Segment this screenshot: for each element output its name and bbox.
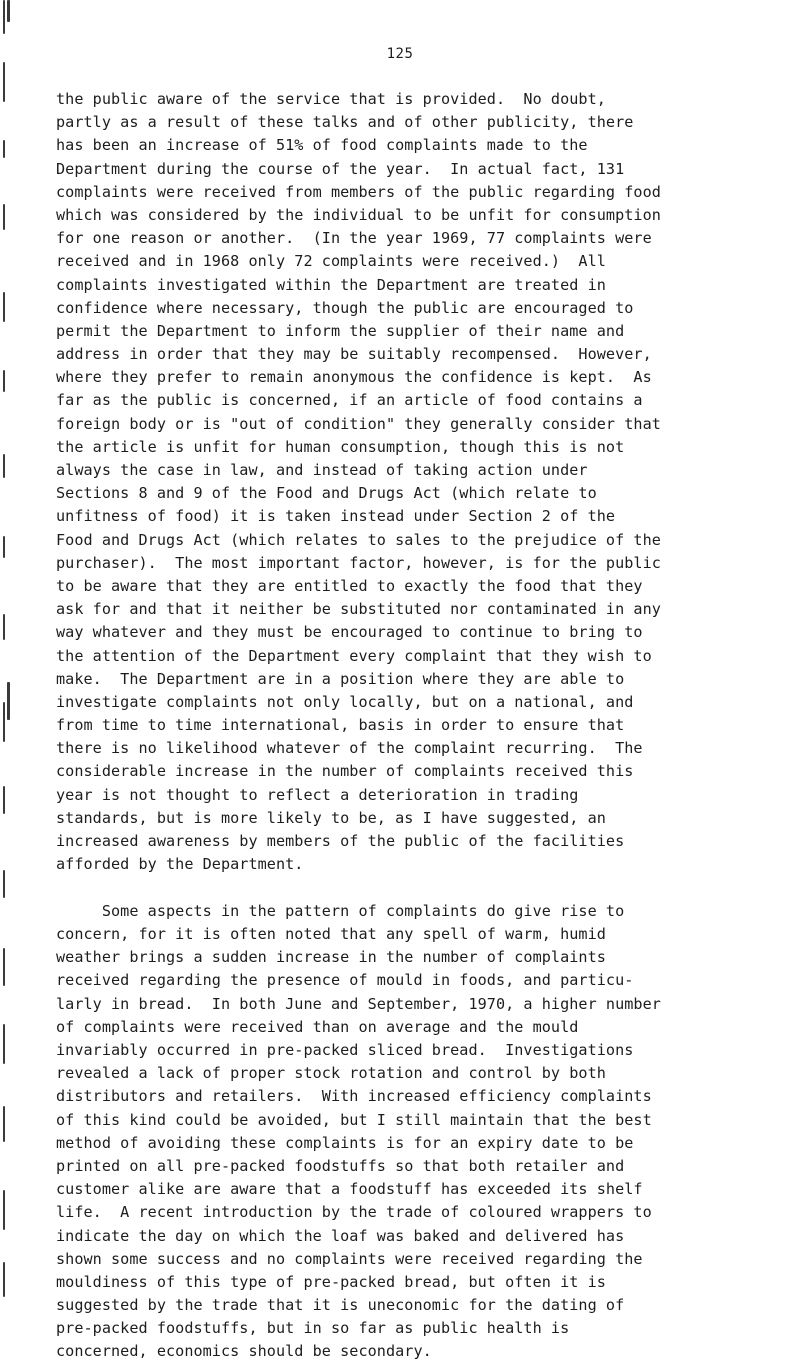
text-line: life. A recent introduction by the trade of coloured wrappers to bbox=[56, 1203, 652, 1222]
text-line: Some aspects in the pattern of complaints do give rise to bbox=[56, 901, 625, 920]
text-line: distributors and retailers. With increased efficiency complaints bbox=[56, 1087, 652, 1106]
text-line: partly as a result of these talks and of other publicity, there bbox=[56, 113, 634, 132]
text-line: received regarding the presence of mould in foods, and particu- bbox=[56, 971, 634, 990]
text-line: shown some success and no complaints were received regarding the bbox=[56, 1249, 643, 1268]
text-line: customer alike are aware that a foodstuff has exceeded its shelf bbox=[56, 1180, 643, 1199]
text-line: considerable increase in the number of complaints received this bbox=[56, 762, 634, 781]
text-line: to be aware that they are entitled to exactly the food that they bbox=[56, 576, 643, 595]
text-line: complaints investigated within the Department are treated in bbox=[56, 275, 606, 294]
text-line: always the case in law, and instead of taking action under bbox=[56, 461, 588, 479]
text-line: invariably occurred in pre-packed sliced bread. Investigations bbox=[56, 1041, 634, 1059]
text-line: investigate complaints not only locally, but on a national, and bbox=[56, 692, 634, 711]
text-line: concerned, economics should be secondary. bbox=[56, 1342, 432, 1361]
text-line: Sections 8 and 9 of the Food and Drugs Act (which relate to bbox=[56, 484, 597, 503]
text-line: Food and Drugs Act (which relates to sales to the prejudice of the bbox=[56, 530, 661, 549]
text-line: method of avoiding these complaints is for an expiry date to be bbox=[56, 1133, 634, 1152]
text-line: year is not thought to reflect a deterioration in trading bbox=[56, 785, 579, 804]
text-line: from time to time international, basis in order to ensure that bbox=[56, 716, 625, 735]
text-line: far as the public is concerned, if an article of food contains a bbox=[56, 391, 643, 410]
text-line: weather brings a sudden increase in the number of complaints bbox=[56, 948, 606, 967]
text-line: concern, for it is often noted that any spell of warm, humid bbox=[56, 925, 606, 944]
text-line: for one reason or another. (In the year 1969, 77 complaints were bbox=[56, 229, 652, 248]
text-line: larly in bread. In both June and September, 1970, a higher number bbox=[56, 994, 661, 1013]
paragraph-1 bbox=[56, 88, 800, 876]
text-line: purchaser). The most important factor, however, is for the public bbox=[56, 553, 661, 572]
text-line: indicate the day on which the loaf was baked and delivered has bbox=[56, 1226, 625, 1245]
text-line: afforded by the Department. bbox=[56, 855, 304, 874]
text-line: where they prefer to remain anonymous the confidence is kept. As bbox=[56, 368, 652, 387]
text-line: received and in 1968 only 72 complaints were received.) All bbox=[56, 252, 606, 271]
text-line: confidence where necessary, though the public are encouraged to bbox=[56, 298, 634, 317]
text-line: ask for and that it neither be substituted nor contaminated in any bbox=[56, 600, 661, 619]
text-line: pre-packed foodstuffs, but in so far as public health is bbox=[56, 1319, 570, 1338]
text-line: unfitness of food) it is taken instead under Section 2 of the bbox=[56, 507, 616, 526]
page-number: 125 bbox=[386, 46, 414, 62]
text-line: suggested by the trade that it is uneconomic for the dating of bbox=[56, 1296, 625, 1315]
text-line: complaints were received from members of the public regarding food bbox=[56, 182, 661, 201]
text-line: revealed a lack of proper stock rotation and control by both bbox=[56, 1064, 606, 1083]
document-body bbox=[56, 88, 800, 1364]
text-line: the public aware of the service that is provided. No doubt, bbox=[56, 90, 606, 108]
paragraph-2 bbox=[56, 900, 800, 1364]
text-line: of complaints were received than on average and the mould bbox=[56, 1017, 579, 1036]
text-line: Department during the course of the year. In actual fact, 131 bbox=[56, 159, 625, 178]
text-line: make. The Department are in a position where they are able to bbox=[56, 669, 625, 688]
text-line: mouldiness of this type of pre-packed bread, but often it is bbox=[56, 1272, 606, 1291]
text-line: the attention of the Department every complaint that they wish to bbox=[56, 646, 652, 665]
text-line: increased awareness by members of the public of the facilities bbox=[56, 832, 625, 850]
text-line: the article is unfit for human consumption, though this is not bbox=[56, 437, 625, 456]
binding-edge-marks bbox=[0, 0, 18, 1297]
text-line: way whatever and they must be encouraged to continue to bring to bbox=[56, 623, 643, 642]
text-line: permit the Department to inform the supplier of their name and bbox=[56, 321, 625, 340]
text-line: of this kind could be avoided, but I still maintain that the best bbox=[56, 1110, 652, 1129]
text-line: standards, but is more likely to be, as I have suggested, an bbox=[56, 808, 606, 827]
text-line: there is no likelihood whatever of the complaint recurring. The bbox=[56, 739, 643, 758]
text-line: printed on all pre-packed foodstuffs so that both retailer and bbox=[56, 1156, 625, 1175]
text-line: has been an increase of 51% of food complaints made to the bbox=[56, 136, 588, 155]
paragraph-gap bbox=[56, 876, 800, 900]
text-line: address in order that they may be suitably recompensed. However, bbox=[56, 345, 652, 364]
text-line: foreign body or is "out of condition" they generally consider that bbox=[56, 414, 661, 433]
text-line: which was considered by the individual to be unfit for consumption bbox=[56, 205, 661, 224]
